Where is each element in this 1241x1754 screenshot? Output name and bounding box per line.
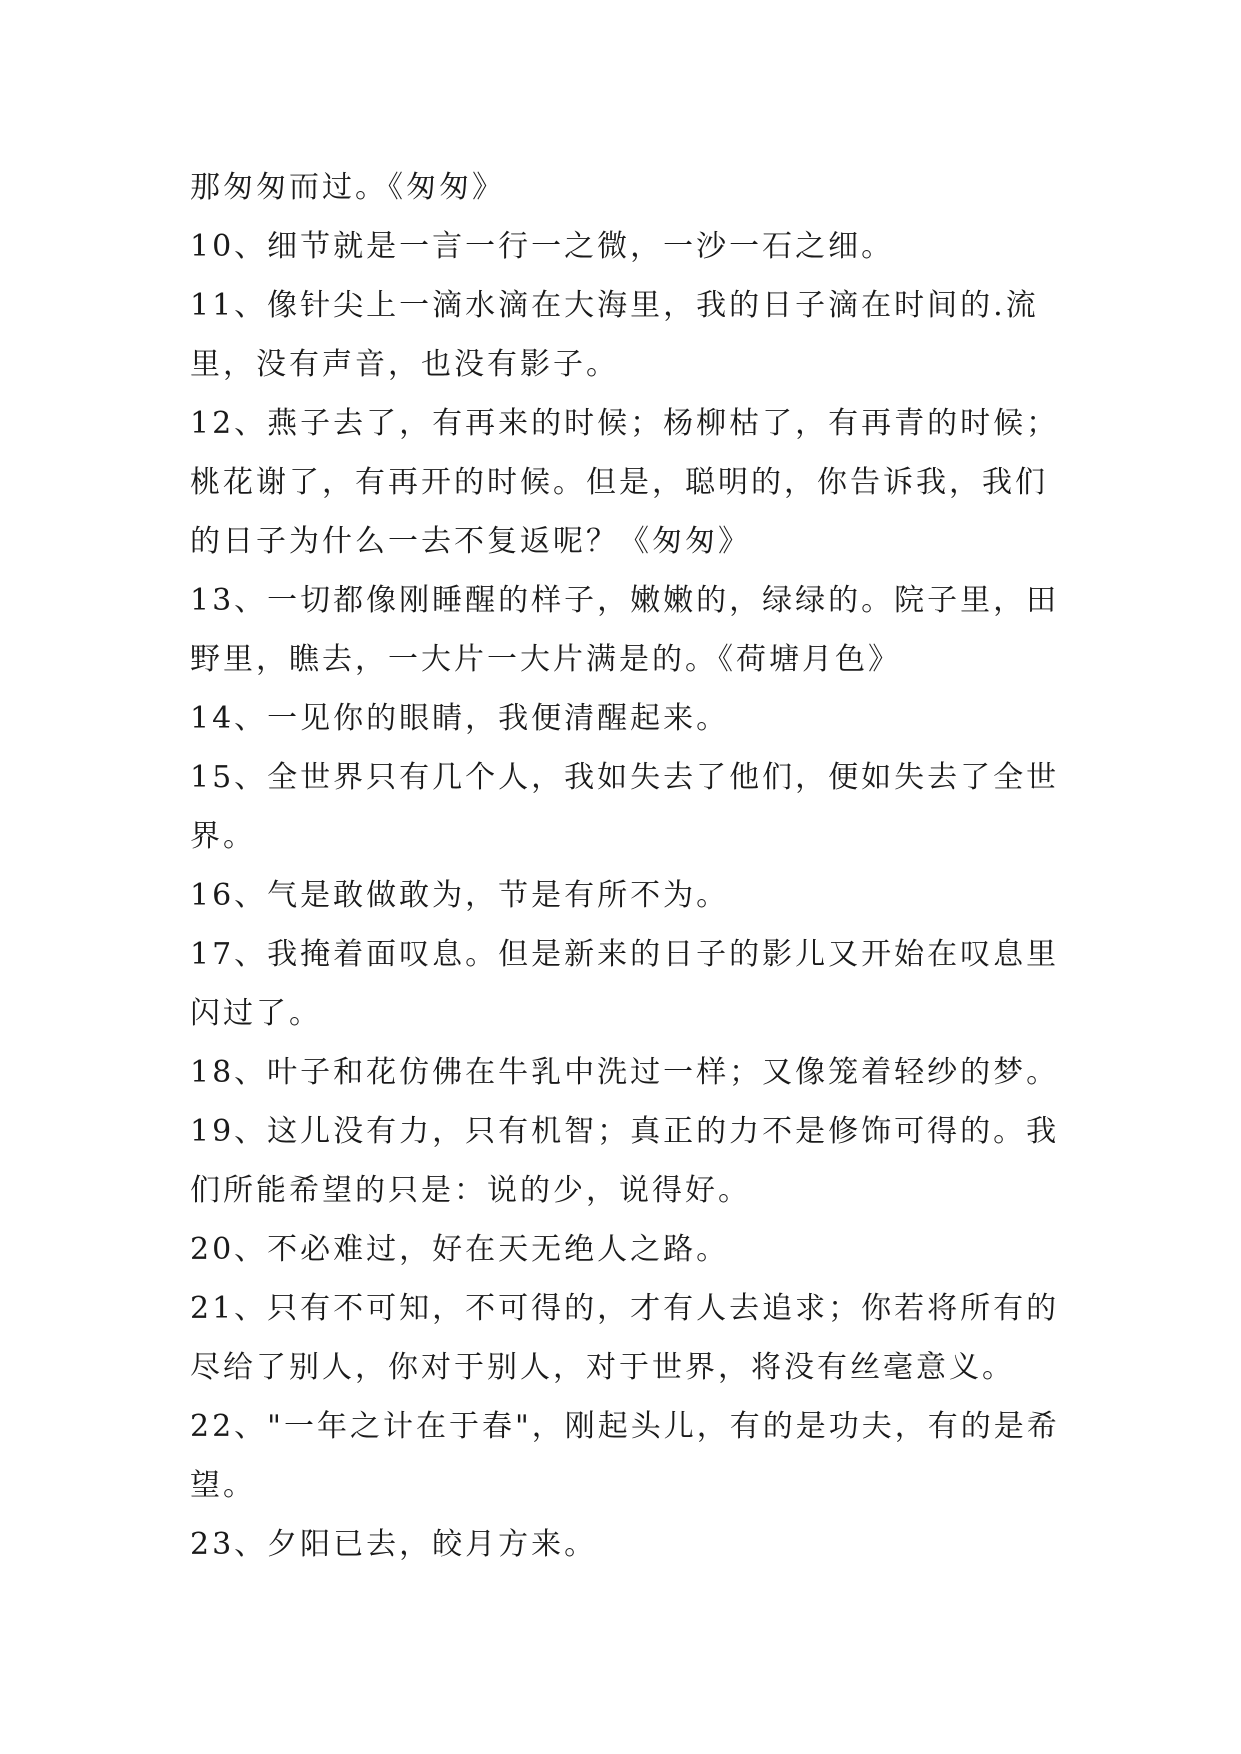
text-line: 闪过了。 xyxy=(190,996,322,1031)
text-line: 16、气是敢做敢为，节是有所不为。 xyxy=(190,878,730,913)
text-line: 的日子为什么一去不复返呢？《匆匆》 xyxy=(190,524,751,559)
text-line: 22、"一年之计在于春"，刚起头儿，有的是功夫，有的是希 xyxy=(190,1409,1060,1444)
document-body xyxy=(190,158,1080,1574)
text-line: 17、我掩着面叹息。但是新来的日子的影儿又开始在叹息里 xyxy=(190,937,1060,972)
text-line: 11、像针尖上一滴水滴在大海里，我的日子滴在时间的.流 xyxy=(190,288,1039,323)
text-line: 19、这儿没有力，只有机智；真正的力不是修饰可得的。我 xyxy=(190,1114,1060,1149)
text-line: 尽给了别人，你对于别人，对于世界，将没有丝毫意义。 xyxy=(190,1350,1015,1385)
text-line: 23、夕阳已去，皎月方来。 xyxy=(190,1527,598,1562)
text-line: 21、只有不可知，不可得的，才有人去追求；你若将所有的 xyxy=(190,1291,1060,1326)
text-line: 14、一见你的眼睛，我便清醒起来。 xyxy=(190,701,730,736)
text-line: 那匆匆而过。《匆匆》 xyxy=(190,170,505,205)
text-line: 们所能希望的只是：说的少，说得好。 xyxy=(190,1173,751,1208)
text-line: 13、一切都像刚睡醒的样子，嫩嫩的，绿绿的。院子里，田 xyxy=(190,583,1060,618)
text-line: 界。 xyxy=(190,819,256,854)
text-line: 望。 xyxy=(190,1468,256,1503)
text-line: 20、不必难过，好在天无绝人之路。 xyxy=(190,1232,730,1267)
text-line: 里，没有声音，也没有影子。 xyxy=(190,347,619,382)
text-line: 10、细节就是一言一行一之微，一沙一石之细。 xyxy=(190,229,895,264)
text-line: 18、叶子和花仿佛在牛乳中洗过一样；又像笼着轻纱的梦。 xyxy=(190,1055,1060,1090)
text-line: 15、全世界只有几个人，我如失去了他们，便如失去了全世 xyxy=(190,760,1060,795)
text-line: 12、燕子去了，有再来的时候；杨柳枯了，有再青的时候； xyxy=(190,406,1060,441)
text-line: 野里，瞧去，一大片一大片满是的。《荷塘月色》 xyxy=(190,642,901,677)
text-line: 桃花谢了，有再开的时候。但是，聪明的，你告诉我，我们 xyxy=(190,465,1048,500)
